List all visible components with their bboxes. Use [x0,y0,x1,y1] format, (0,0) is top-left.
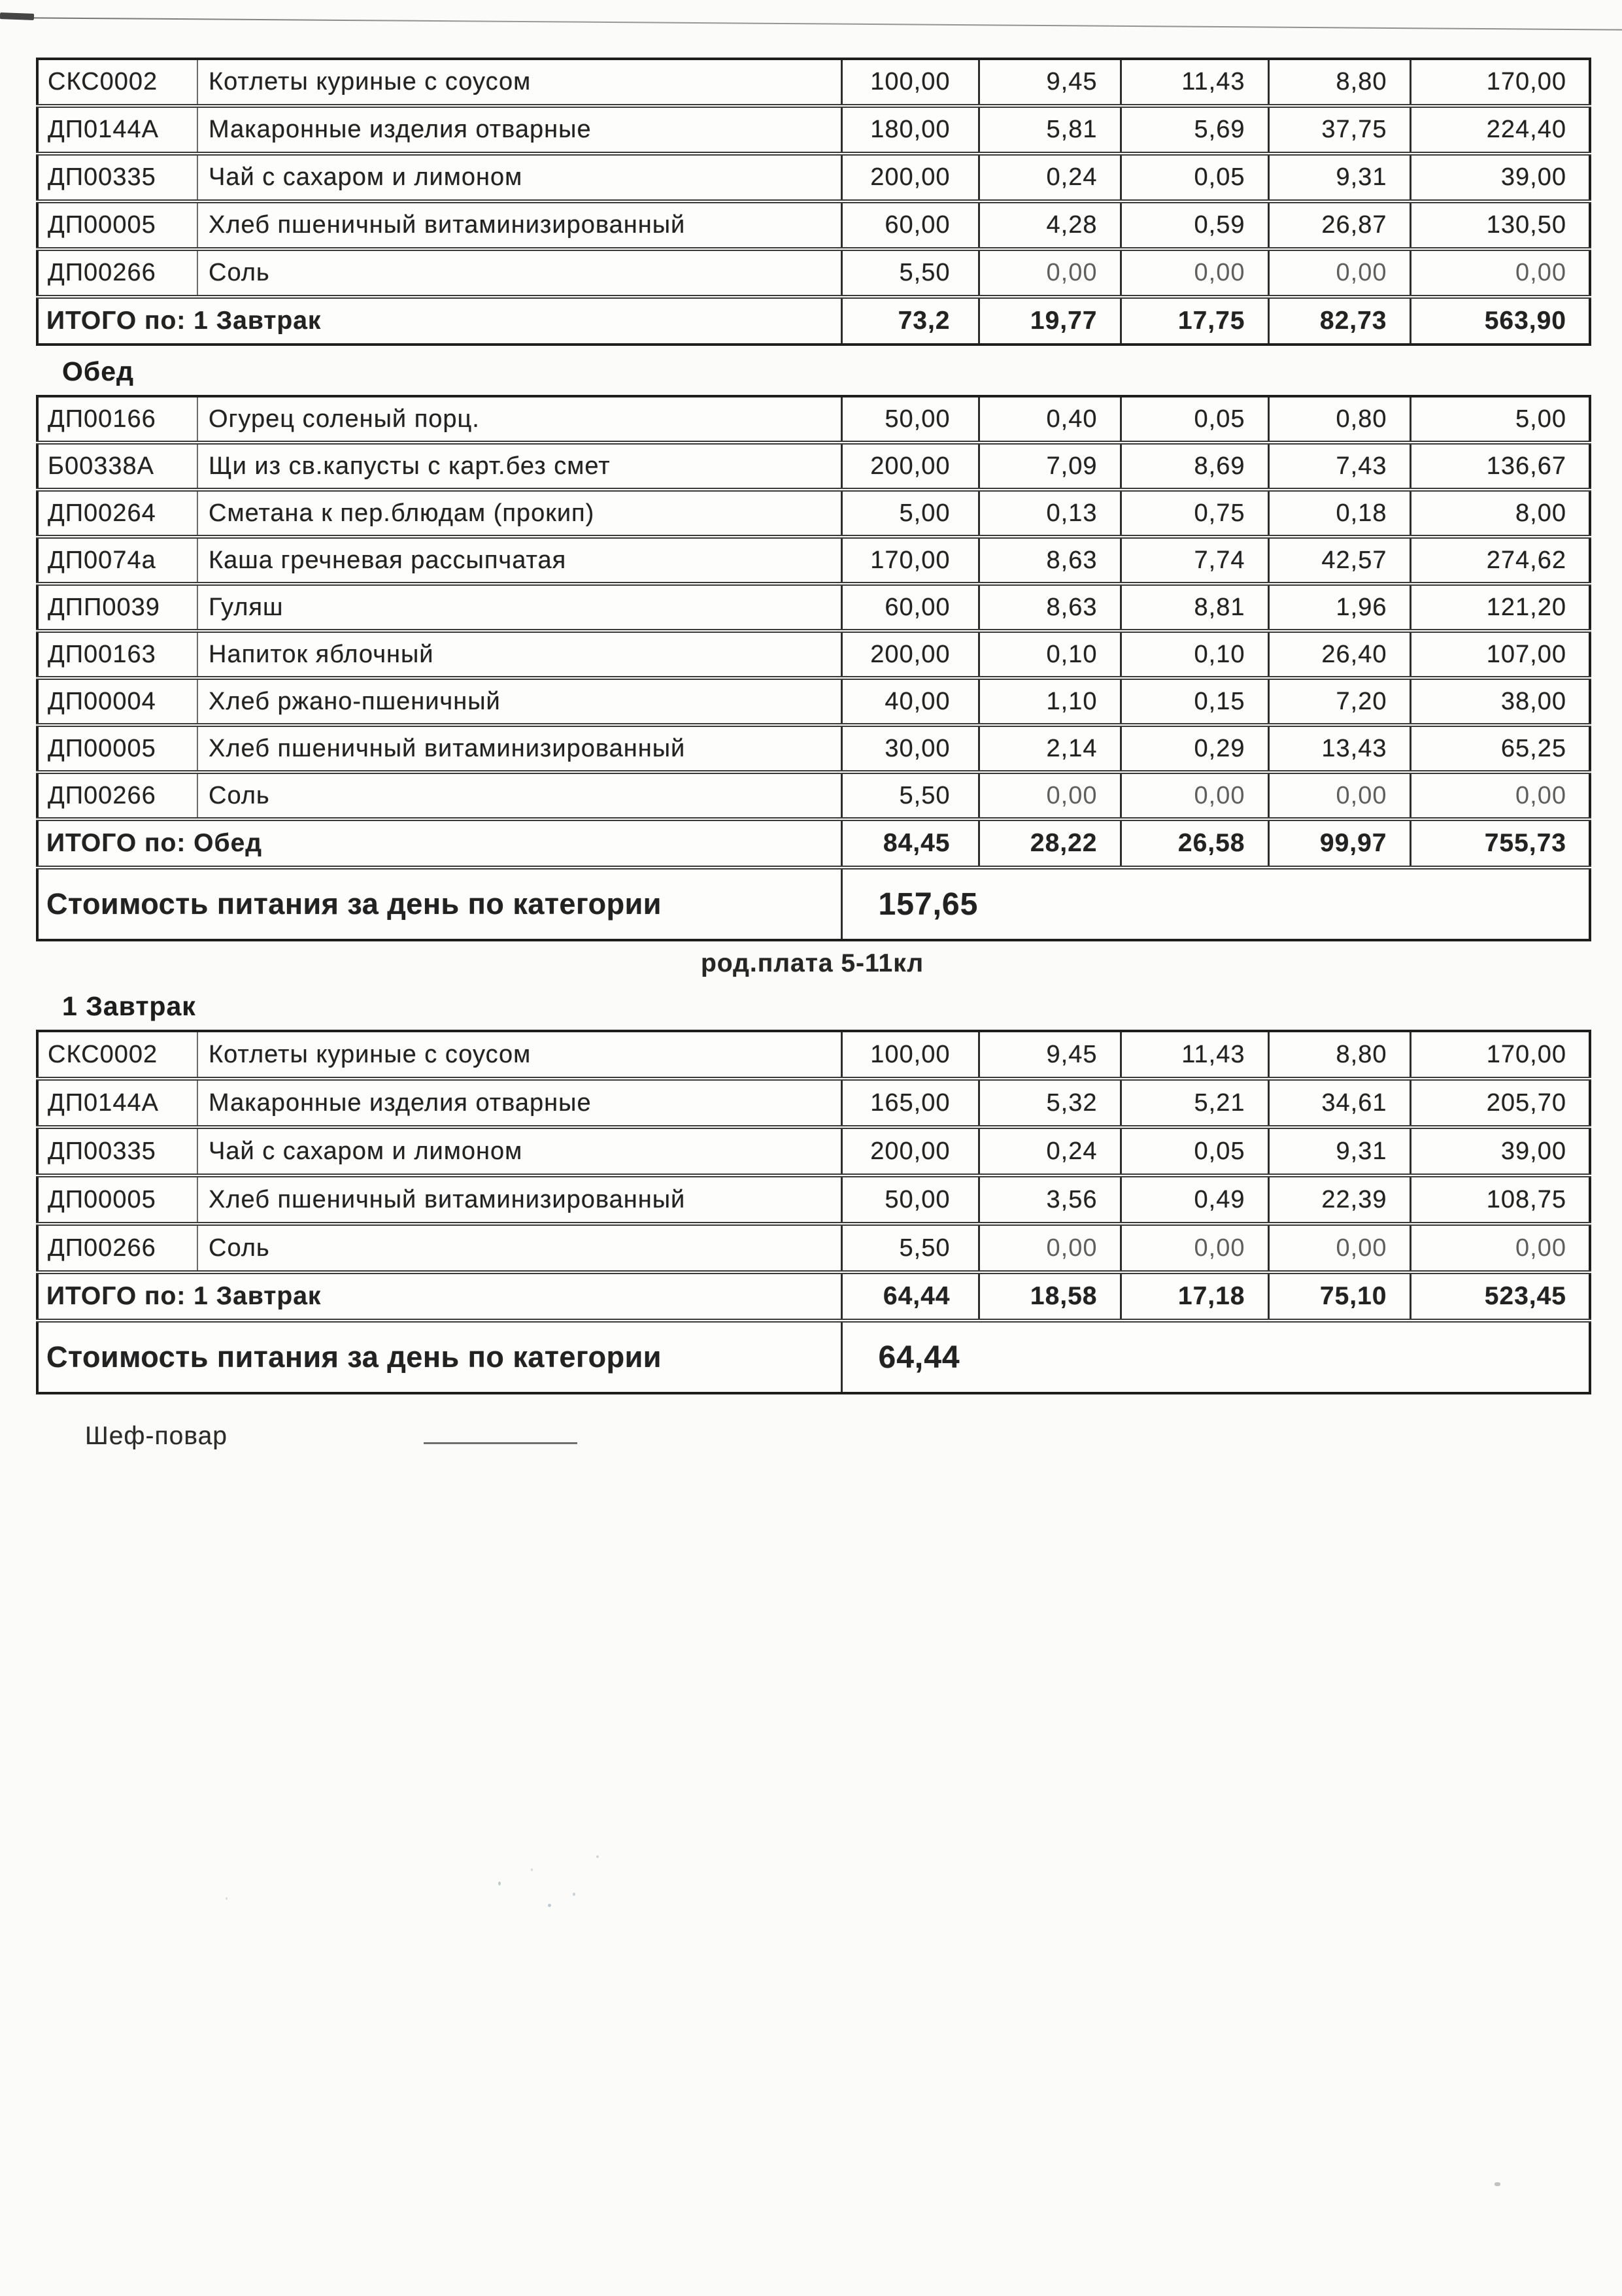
daily-cost-row [37,1321,1590,1393]
num-cell: 0,29 [1121,725,1268,772]
num-cell: 0,00 [979,1224,1121,1272]
cost-cell: 224,40 [1410,106,1590,154]
scan-speck [573,1893,575,1896]
num-cell: 8,81 [1121,584,1268,631]
num-cell: 0,59 [1121,201,1268,249]
num-cell: 7,74 [1121,537,1268,584]
total-label: ИТОГО по: Обед [37,819,841,868]
cost-cell: 39,00 [1410,1127,1590,1175]
cost-cell: 0,00 [1410,1224,1590,1272]
table-row [37,154,1590,201]
table-row [37,249,1590,297]
item-name: Макаронные изделия отварные [197,1079,841,1127]
num-cell: 26,40 [1268,631,1410,678]
item-code: ДП00166 [37,396,197,443]
total-value: 73,2 [841,297,979,345]
total-value: 84,45 [841,819,979,868]
menu-table [36,58,1591,346]
section-title: 1 Завтрак [62,991,196,1021]
total-value: 523,45 [1410,1272,1590,1321]
cost-cell: 38,00 [1410,678,1590,725]
num-cell: 1,10 [979,678,1121,725]
daily-cost-row [37,868,1590,940]
item-code: ДП00266 [37,249,197,297]
num-cell: 0,00 [1268,249,1410,297]
qty-cell: 60,00 [841,201,979,249]
cost-cell: 205,70 [1410,1079,1590,1127]
cost-cell: 8,00 [1410,490,1590,537]
num-cell: 0,10 [1121,631,1268,678]
cost-cell: 65,25 [1410,725,1590,772]
num-cell: 7,09 [979,443,1121,490]
scan-speck [531,1868,533,1871]
table-row [37,106,1590,154]
num-cell: 5,21 [1121,1079,1268,1127]
num-cell: 9,31 [1268,1127,1410,1175]
cost-cell: 170,00 [1410,1031,1590,1079]
table-row [37,443,1590,490]
qty-cell: 200,00 [841,631,979,678]
num-cell: 8,63 [979,537,1121,584]
num-cell: 42,57 [1268,537,1410,584]
total-value: 19,77 [979,297,1121,345]
qty-cell: 200,00 [841,443,979,490]
total-label: ИТОГО по: 1 Завтрак [37,297,841,345]
total-value: 755,73 [1410,819,1590,868]
num-cell: 9,45 [979,1031,1121,1079]
item-code: ДП00005 [37,201,197,249]
total-value: 563,90 [1410,297,1590,345]
daily-cost-label: Стоимость питания за день по категории [37,868,841,940]
num-cell: 22,39 [1268,1175,1410,1224]
qty-cell: 5,50 [841,249,979,297]
cost-cell: 0,00 [1410,772,1590,819]
total-value: 18,58 [979,1272,1121,1321]
item-code: СКС0002 [37,1031,197,1079]
num-cell: 37,75 [1268,106,1410,154]
num-cell: 8,69 [1121,443,1268,490]
item-name: Чай с сахаром и лимоном [197,1127,841,1175]
num-cell: 11,43 [1121,1031,1268,1079]
cost-cell: 39,00 [1410,154,1590,201]
num-cell: 0,75 [1121,490,1268,537]
num-cell: 7,20 [1268,678,1410,725]
num-cell: 13,43 [1268,725,1410,772]
cost-cell: 0,00 [1410,249,1590,297]
item-code: ДП00163 [37,631,197,678]
num-cell: 8,63 [979,584,1121,631]
num-cell: 0,24 [979,1127,1121,1175]
num-cell: 0,00 [1268,772,1410,819]
cost-cell: 170,00 [1410,59,1590,106]
total-value: 17,18 [1121,1272,1268,1321]
cost-cell: 130,50 [1410,201,1590,249]
item-name: Щи из св.капусты с карт.без смет [197,443,841,490]
num-cell: 0,15 [1121,678,1268,725]
scan-artifact-blob [0,12,34,20]
cost-cell: 274,62 [1410,537,1590,584]
num-cell: 0,00 [1268,1224,1410,1272]
menu-table [36,1030,1591,1394]
total-value: 64,44 [841,1272,979,1321]
num-cell: 11,43 [1121,59,1268,106]
daily-cost-value: 64,44 [841,1321,1590,1393]
num-cell: 0,13 [979,490,1121,537]
num-cell: 0,00 [1121,1224,1268,1272]
scan-speck [596,1855,599,1858]
item-name: Хлеб пшеничный витаминизированный [197,201,841,249]
total-value: 82,73 [1268,297,1410,345]
num-cell: 3,56 [979,1175,1121,1224]
table-row [37,201,1590,249]
cost-cell: 136,67 [1410,443,1590,490]
num-cell: 7,43 [1268,443,1410,490]
num-cell: 0,00 [979,772,1121,819]
item-code: ДП00266 [37,1224,197,1272]
item-code: ДП00335 [37,154,197,201]
qty-cell: 5,50 [841,772,979,819]
item-name: Соль [197,1224,841,1272]
daily-cost-label: Стоимость питания за день по категории [37,1321,841,1393]
table-row [37,1175,1590,1224]
item-code: ДП00266 [37,772,197,819]
item-name: Котлеты куриные с соусом [197,1031,841,1079]
qty-cell: 180,00 [841,106,979,154]
table-row [37,490,1590,537]
menu-table [36,395,1591,941]
item-code: ДП00005 [37,1175,197,1224]
parent-fee-note: род.плата 5-11кл [700,949,924,977]
cost-cell: 121,20 [1410,584,1590,631]
table-row [37,584,1590,631]
table-row [37,678,1590,725]
table-row [37,537,1590,584]
num-cell: 0,49 [1121,1175,1268,1224]
table-row [37,1031,1590,1079]
qty-cell: 5,50 [841,1224,979,1272]
top-margin [36,0,1589,58]
num-cell: 0,10 [979,631,1121,678]
item-name: Макаронные изделия отварные [197,106,841,154]
num-cell: 9,31 [1268,154,1410,201]
total-value: 75,10 [1268,1272,1410,1321]
num-cell: 0,00 [1121,249,1268,297]
cost-cell: 107,00 [1410,631,1590,678]
qty-cell: 200,00 [841,1127,979,1175]
item-name: Хлеб ржано-пшеничный [197,678,841,725]
footer [36,1422,1589,1451]
total-value: 99,97 [1268,819,1410,868]
item-name: Сметана к пер.блюдам (прокип) [197,490,841,537]
table-row [37,631,1590,678]
item-name: Котлеты куриные с соусом [197,59,841,106]
num-cell: 0,40 [979,396,1121,443]
table-row [37,1127,1590,1175]
item-code: ДП0144А [37,1079,197,1127]
qty-cell: 50,00 [841,1175,979,1224]
item-name: Огурец соленый порц. [197,396,841,443]
total-row [37,1272,1590,1321]
qty-cell: 170,00 [841,537,979,584]
qty-cell: 100,00 [841,59,979,106]
item-code: ДП0074а [37,537,197,584]
item-name: Хлеб пшеничный витаминизированный [197,725,841,772]
item-name: Соль [197,772,841,819]
num-cell: 0,00 [1121,772,1268,819]
table-row [37,725,1590,772]
num-cell: 0,18 [1268,490,1410,537]
num-cell: 8,80 [1268,1031,1410,1079]
menu-sections [36,58,1589,1394]
signature-line [424,1442,577,1444]
scan-speck [226,1897,228,1900]
section-title: Обед [62,356,135,386]
num-cell: 0,24 [979,154,1121,201]
item-code: СКС0002 [37,59,197,106]
qty-cell: 5,00 [841,490,979,537]
item-name: Гуляш [197,584,841,631]
num-cell: 26,87 [1268,201,1410,249]
cost-cell: 108,75 [1410,1175,1590,1224]
num-cell: 4,28 [979,201,1121,249]
table-row [37,396,1590,443]
item-name: Напиток яблочный [197,631,841,678]
total-label: ИТОГО по: 1 Завтрак [37,1272,841,1321]
total-row [37,297,1590,345]
cost-cell: 5,00 [1410,396,1590,443]
document-body [36,0,1589,1451]
item-code: Б00338А [37,443,197,490]
scan-speck [498,1882,501,1885]
num-cell: 0,80 [1268,396,1410,443]
chef-label: Шеф-повар [85,1422,228,1450]
qty-cell: 60,00 [841,584,979,631]
num-cell: 5,81 [979,106,1121,154]
total-row [37,819,1590,868]
item-name: Хлеб пшеничный витаминизированный [197,1175,841,1224]
qty-cell: 100,00 [841,1031,979,1079]
table-row [37,1224,1590,1272]
item-code: ДПП0039 [37,584,197,631]
item-code: ДП00005 [37,725,197,772]
daily-cost-value: 157,65 [841,868,1590,940]
total-value: 28,22 [979,819,1121,868]
item-name: Чай с сахаром и лимоном [197,154,841,201]
item-code: ДП0144А [37,106,197,154]
num-cell: 1,96 [1268,584,1410,631]
num-cell: 0,05 [1121,154,1268,201]
num-cell: 2,14 [979,725,1121,772]
table-row [37,772,1590,819]
num-cell: 0,05 [1121,1127,1268,1175]
num-cell: 0,00 [979,249,1121,297]
qty-cell: 30,00 [841,725,979,772]
num-cell: 5,32 [979,1079,1121,1127]
num-cell: 8,80 [1268,59,1410,106]
scan-speck [1495,2182,1500,2186]
item-name: Каша гречневая рассыпчатая [197,537,841,584]
num-cell: 5,69 [1121,106,1268,154]
qty-cell: 165,00 [841,1079,979,1127]
qty-cell: 200,00 [841,154,979,201]
qty-cell: 40,00 [841,678,979,725]
num-cell: 0,05 [1121,396,1268,443]
total-value: 26,58 [1121,819,1268,868]
table-row [37,1079,1590,1127]
scan-speck [548,1904,551,1907]
item-code: ДП00004 [37,678,197,725]
table-row [37,59,1590,106]
item-code: ДП00335 [37,1127,197,1175]
total-value: 17,75 [1121,297,1268,345]
item-code: ДП00264 [37,490,197,537]
num-cell: 34,61 [1268,1079,1410,1127]
item-name: Соль [197,249,841,297]
num-cell: 9,45 [979,59,1121,106]
qty-cell: 50,00 [841,396,979,443]
